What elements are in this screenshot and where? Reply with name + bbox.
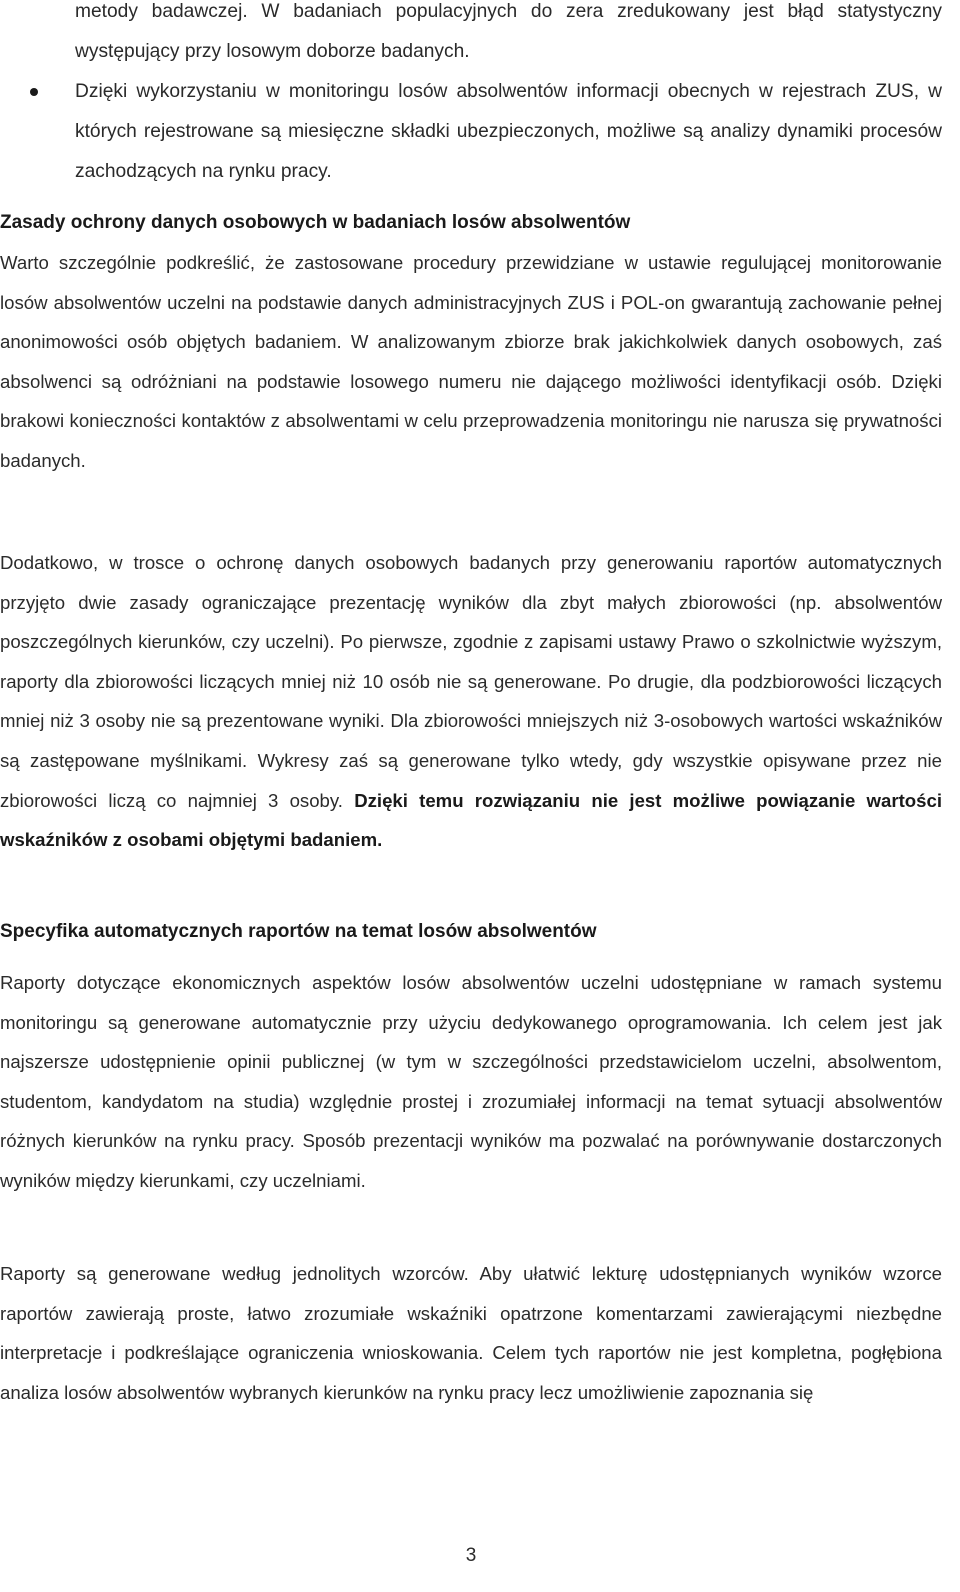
bullet-icon <box>30 88 38 96</box>
page-number: 3 <box>465 1545 477 1566</box>
paragraph-emphasis: Dzięki temu rozwiązaniu nie jest możliwe powiązanie wartości wskaźników z osobami objętymi badaniem. <box>0 789 942 851</box>
section-heading: Specyfika automatycznych raportów na temat losów absolwentów <box>0 921 597 942</box>
paragraph: Raporty dotyczące ekonomicznych aspektów losów absolwentów uczelni udostępniane w ramach systemu monitoringu są generowane automatycznie przy użyciu dedykowanego oprogramowania. Ich celem jest jak najszersze udostępnienie opinii publicznej (w tym w szczególności przedstawicielom uczelni, absolwentom, studentom, kandydatom na studia) względnie prostej i zrozumiałej informacji na temat sytuacji absolwentów różnych kierunków na rynku pracy. Sposób prezentacji wyników ma pozwalać na porównywanie dostarczonych wyników między kierunkami, czy uczelniami. <box>0 972 942 1191</box>
bullet-text-continued: metody badawczej. W badaniach populacyjnych do zera zredukowany jest błąd statystyczny występujący przy losowym doborze badanych. <box>75 1 942 62</box>
section-heading: Zasady ochrony danych osobowych w badaniach losów absolwentów <box>0 212 631 233</box>
paragraph-text: Dodatkowo, w trosce o ochronę danych osobowych badanych przy generowaniu raportów automatycznych przyjęto dwie zasady ograniczające prezentację wyników dla zbyt małych zbiorowości (np. absolwentów poszczególnych kierunków, czy uczelni). Po pierwsze, zgodnie z zapisami ustawy Prawo o szkolnictwie wyższym, raporty dla zbiorowości liczących mniej niż 10 osób nie są generowane. Po drugie, dla podzbiorowości liczących mniej niż 3 osoby nie są prezentowane wyniki. Dla zbiorowości mniejszych niż 3-osobowych wartości wskaźników są zastępowane myślnikami. Wykresy zaś są generowane tylko wtedy, gdy wszystkie opisywane przez nie zbiorowości liczą co najmniej 3 osoby. <box>0 552 942 811</box>
paragraph: Raporty są generowane według jednolitych wzorców. Aby ułatwić lekturę udostępnianych wyników wzorce raportów zawierają proste, łatwo zrozumiałe wskaźniki opatrzone komentarzami zawierającymi niezbędne interpretacje i podkreślające ograniczenia wnioskowania. Celem tych raportów nie jest kompletna, pogłębiona analiza losów absolwentów wybranych kierunków na rynku pracy lecz umożliwienie zapoznania się <box>0 1263 942 1403</box>
section-body <box>0 243 942 481</box>
paragraph: Warto szczególnie podkreślić, że zastosowane procedury przewidziane w ustawie regulującej monitorowanie losów absolwentów uczelni na podstawie danych administracyjnych ZUS i POL-on gwarantują zachowanie pełnej anonimowości osób objętych badaniem. W analizowanym zbiorze brak jakichkolwiek danych osobowych, zaś absolwenci są odróżniani na podstawie losowego numeru nie dającego możliwości identyfikacji osób. Dzięki brakowi konieczności kontaktów z absolwentami w celu przeprowadzenia monitoringu nie narusza się prywatności badanych. <box>0 252 942 471</box>
list-item <box>0 72 942 192</box>
section-body <box>0 963 942 1201</box>
list-item <box>0 0 942 72</box>
bullet-text: Dzięki wykorzystaniu w monitoringu losów absolwentów informacji obecnych w rejestrach ZUS, w których rejestrowane są miesięczne składki ubezpieczonych, możliwe są analizy dynamiki procesów zachodzących na rynku pracy. <box>75 81 942 182</box>
bullet-list <box>0 0 942 192</box>
paragraph <box>0 543 942 860</box>
section-body <box>0 1254 942 1412</box>
section-body <box>0 543 942 860</box>
